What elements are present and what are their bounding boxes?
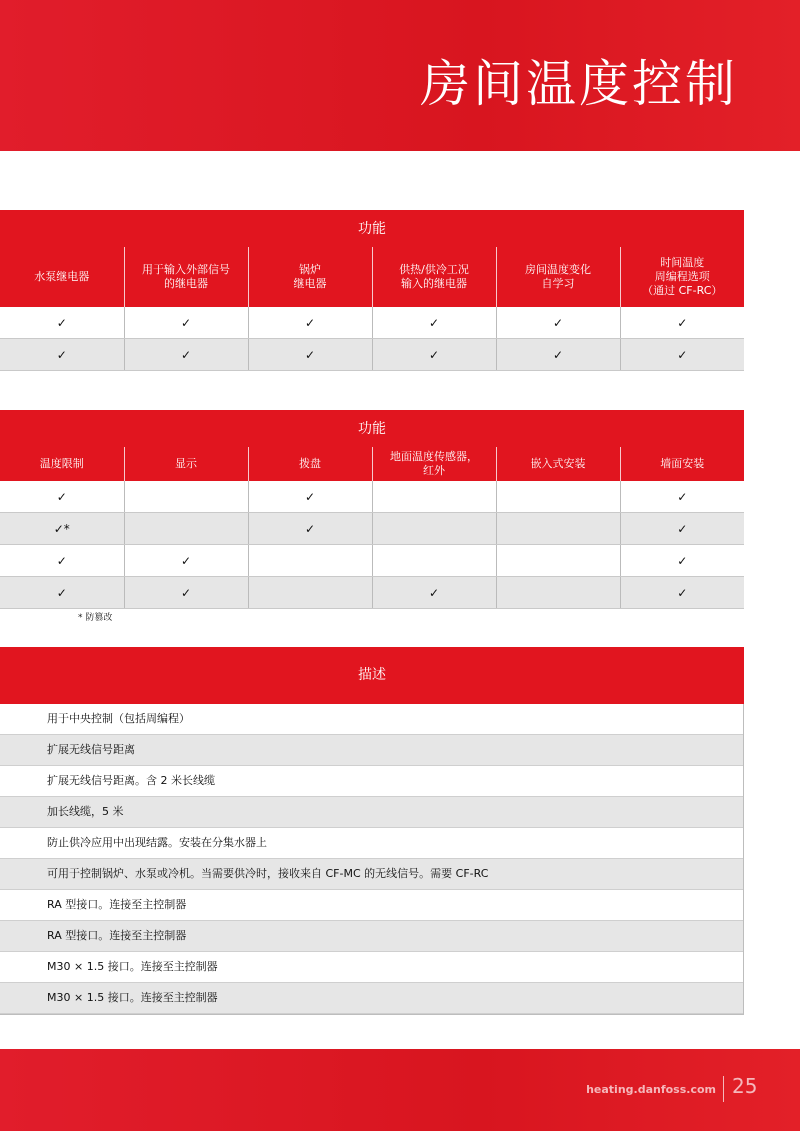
table-row	[0, 513, 744, 545]
check-cell: ✓	[0, 307, 124, 339]
table1-col-3: 供热/供冷工况 输入的继电器	[372, 247, 496, 307]
check-cell: ✓	[124, 339, 248, 371]
check-cell: ✓	[248, 513, 372, 545]
table1-col-2: 锅炉 继电器	[248, 247, 372, 307]
check-cell	[372, 481, 496, 513]
table2-col-1: 显示	[124, 447, 248, 481]
check-cell: ✓*	[0, 513, 124, 545]
list-item: 扩展无线信号距离。含 2 米长线缆	[0, 766, 743, 797]
page-number: 25	[732, 1074, 758, 1098]
check-cell	[496, 545, 620, 577]
footer-url-link[interactable]: heating.danfoss.com	[586, 1083, 716, 1096]
list-item: RA 型接口。连接至主控制器	[0, 890, 743, 921]
check-cell: ✓	[620, 545, 744, 577]
check-cell	[496, 577, 620, 609]
list-item: 扩展无线信号距离	[0, 735, 743, 766]
check-cell: ✓	[0, 545, 124, 577]
table1-col-1: 用于输入外部信号 的继电器	[124, 247, 248, 307]
check-cell: ✓	[620, 339, 744, 371]
features-table-1-grid	[0, 210, 744, 371]
check-cell	[248, 545, 372, 577]
table2-col-3: 地面温度传感器， 红外	[372, 447, 496, 481]
check-cell: ✓	[620, 481, 744, 513]
table1-col-4: 房间温度变化 自学习	[496, 247, 620, 307]
check-cell: ✓	[372, 577, 496, 609]
check-cell	[372, 513, 496, 545]
description-header: 描述	[0, 647, 744, 704]
check-cell: ✓	[124, 307, 248, 339]
check-cell	[496, 481, 620, 513]
list-item: 加长线缆，5 米	[0, 797, 743, 828]
check-cell: ✓	[248, 481, 372, 513]
list-item: M30 × 1.5 接口。连接至主控制器	[0, 983, 743, 1014]
check-cell	[372, 545, 496, 577]
check-cell	[496, 513, 620, 545]
check-cell	[124, 481, 248, 513]
footnote: * 防篡改	[78, 613, 113, 623]
features-table-2-grid	[0, 410, 744, 609]
check-cell: ✓	[620, 513, 744, 545]
check-cell: ✓	[0, 481, 124, 513]
list-item: M30 × 1.5 接口。连接至主控制器	[0, 952, 743, 983]
check-cell: ✓	[620, 307, 744, 339]
list-item: RA 型接口。连接至主控制器	[0, 921, 743, 952]
footer-divider	[723, 1076, 724, 1102]
check-cell: ✓	[124, 545, 248, 577]
table2-col-0: 温度限制	[0, 447, 124, 481]
check-cell: ✓	[0, 339, 124, 371]
table1-group-header: 功能	[0, 210, 744, 247]
check-cell	[248, 577, 372, 609]
check-cell: ✓	[0, 577, 124, 609]
page-footer-band	[0, 1049, 800, 1131]
features-table-2	[0, 410, 744, 609]
list-item: 用于中央控制（包括周编程）	[0, 704, 743, 735]
table-row	[0, 577, 744, 609]
list-item: 可用于控制锅炉、水泵或冷机。当需要供冷时，接收来自 CF-MC 的无线信号。需要 CF-RC	[0, 859, 743, 890]
table1-col-5: 时间温度 周编程选项 （通过 CF-RC）	[620, 247, 744, 307]
description-table	[0, 647, 744, 1015]
table2-col-5: 墙面安装	[620, 447, 744, 481]
page-title: 房间温度控制	[420, 55, 738, 113]
list-item: 防止供冷应用中出现结露。安装在分集水器上	[0, 828, 743, 859]
features-table-1	[0, 210, 744, 371]
table1-col-0: 水泵继电器	[0, 247, 124, 307]
check-cell: ✓	[496, 307, 620, 339]
description-list	[0, 704, 744, 1015]
check-cell: ✓	[496, 339, 620, 371]
page-header-band	[0, 0, 800, 151]
check-cell: ✓	[124, 577, 248, 609]
table2-col-4: 嵌入式安装	[496, 447, 620, 481]
check-cell: ✓	[372, 339, 496, 371]
check-cell: ✓	[620, 577, 744, 609]
table-row	[0, 339, 744, 371]
check-cell: ✓	[248, 339, 372, 371]
table-row	[0, 545, 744, 577]
check-cell: ✓	[248, 307, 372, 339]
table2-col-2: 拨盘	[248, 447, 372, 481]
check-cell: ✓	[372, 307, 496, 339]
table-row	[0, 307, 744, 339]
table-row	[0, 481, 744, 513]
check-cell	[124, 513, 248, 545]
table2-group-header: 功能	[0, 410, 744, 447]
